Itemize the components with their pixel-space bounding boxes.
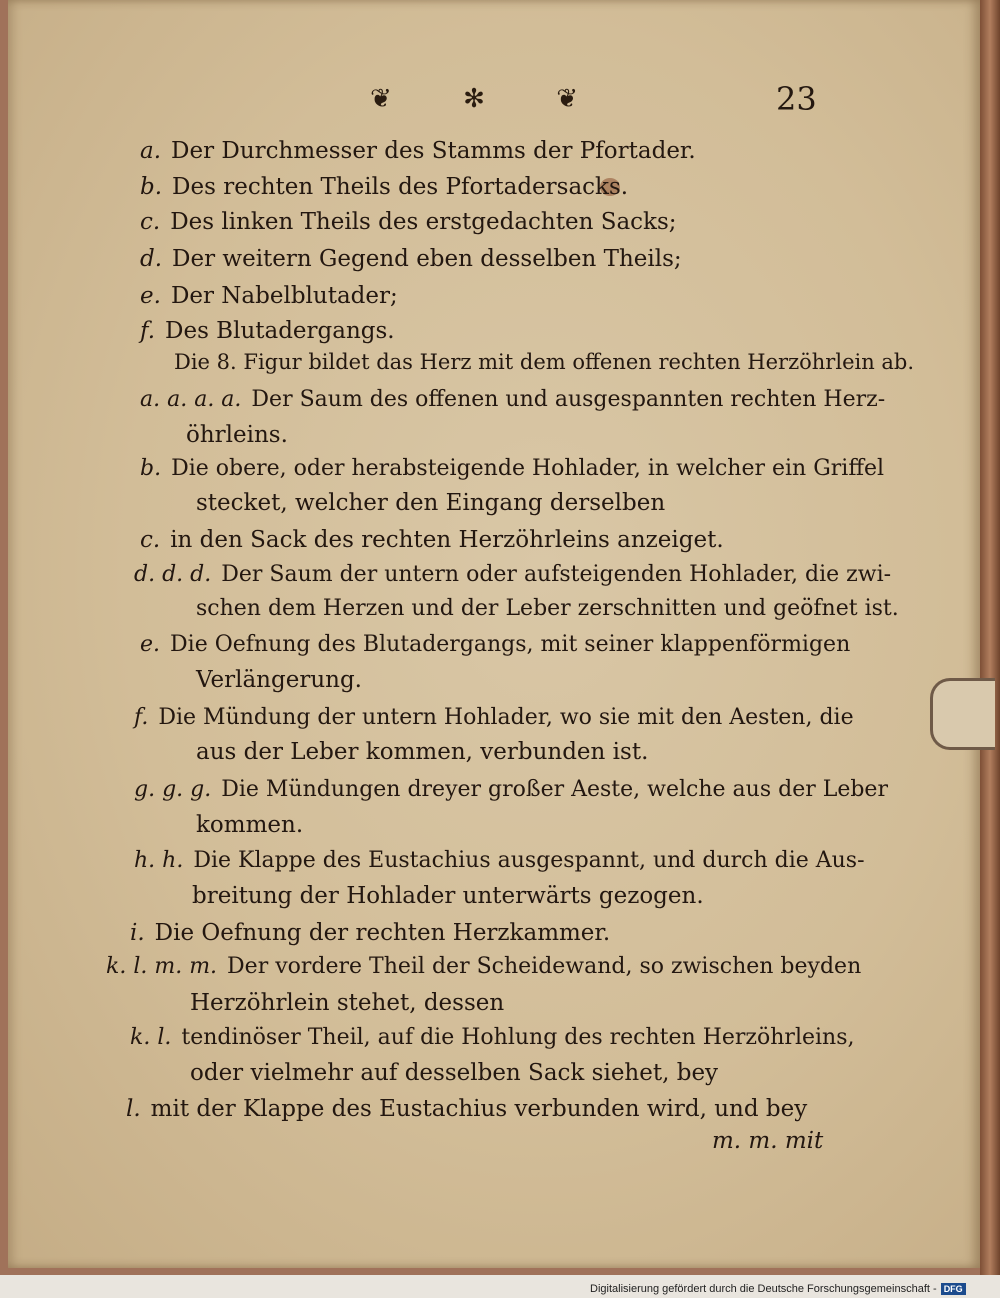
line-text: Die Oefnung der rechten Herzkammer. [154, 920, 611, 946]
text-line [140, 456, 884, 481]
line-text: Die Klappe des Eustachius ausgespannt, und durch die Aus- [193, 848, 865, 873]
line-text: Herzöhrlein stehet, dessen [190, 990, 505, 1016]
line-text: in den Sack des rechten Herzöhrleins anzeiget. [170, 527, 724, 553]
line-text: Des linken Theils des erstgedachten Sacks; [170, 209, 677, 235]
line-text: Der vordere Theil der Scheidewand, so zwischen beyden [227, 954, 862, 979]
line-text: Die obere, oder herabsteigende Hohlader, in welcher ein Griffel [171, 456, 885, 481]
line-text: aus der Leber kommen, verbunden ist. [196, 739, 649, 765]
text-line [180, 990, 504, 1016]
line-text: Die 8. Figur bildet das Herz mit dem offenen rechten Herzöhrlein ab. [174, 350, 915, 374]
line-text: schen dem Herzen und der Leber zerschnitten und geöfnet ist. [196, 596, 899, 621]
line-label: c. [140, 209, 161, 235]
text-line [140, 283, 398, 309]
text-line [134, 562, 891, 587]
line-label: a. a. a. a. [140, 387, 242, 412]
text-line [140, 387, 885, 412]
line-text: Des rechten Theils des Pfortadersacks. [172, 174, 629, 200]
text-line [134, 848, 865, 873]
text-line [186, 490, 665, 516]
line-text: Der Durchmesser des Stamms der Pfortader. [171, 138, 696, 164]
book-clasp [930, 678, 995, 750]
line-text: kommen. [196, 812, 304, 838]
text-line [140, 138, 696, 164]
text-line [180, 1060, 718, 1086]
line-text: Der Nabelblutader; [170, 283, 398, 309]
line-label: h. h. [134, 848, 184, 873]
text-line [130, 1025, 855, 1050]
line-label: l. [126, 1096, 141, 1122]
text-line [140, 318, 395, 344]
text-line [126, 1096, 807, 1122]
line-text: Die Mündungen dreyer großer Aeste, welche aus der Leber [221, 777, 888, 802]
dfg-logo-icon: DFG [941, 1283, 966, 1295]
text-line [182, 883, 704, 909]
line-label: k. l. [130, 1025, 172, 1050]
digitization-footer [590, 1280, 966, 1298]
line-text: stecket, welcher den Eingang derselben [196, 490, 666, 516]
line-label: k. l. m. m. [106, 954, 218, 979]
text-line [186, 667, 362, 693]
page-number: 23 [776, 80, 817, 118]
text-line [134, 777, 888, 802]
catchword [702, 1128, 823, 1154]
line-text: oder vielmehr auf desselben Sack siehet, bey [190, 1060, 719, 1086]
text-line [186, 596, 899, 621]
line-text: öhrleins. [186, 422, 288, 448]
line-label: d. [140, 246, 163, 272]
fleuron-center-icon: ✻ [463, 84, 487, 114]
line-text: Der Saum der untern oder aufsteigenden Hohlader, die zwi- [221, 562, 892, 587]
line-label: f. [140, 318, 156, 344]
line-label: g. g. g. [134, 777, 212, 802]
book-edge [980, 0, 1000, 1275]
text-line [140, 246, 682, 272]
line-label: d. d. d. [134, 562, 212, 587]
text-line [106, 954, 861, 979]
line-label: e. [140, 283, 161, 309]
text-line [134, 705, 854, 730]
line-text: tendinöser Theil, auf die Hohlung des rechten Herzöhrleins, [181, 1025, 855, 1050]
fleuron-right-icon: ❦ [556, 84, 580, 114]
line-text: mit der Klappe des Eustachius verbunden wird, und bey [150, 1096, 808, 1122]
line-text: Der Saum des offenen und ausgespannten rechten Herz- [251, 387, 886, 412]
line-label: b. [140, 456, 162, 481]
fleuron-left-icon: ❦ [370, 84, 394, 114]
line-label: b. [140, 174, 163, 200]
line-text: Des Blutadergangs. [165, 318, 395, 344]
line-text: m. m. mit [712, 1128, 824, 1154]
line-text: Der weitern Gegend eben desselben Theils; [172, 246, 682, 272]
text-line [176, 422, 288, 448]
text-line [164, 350, 914, 374]
footer-text: Digitalisierung gefördert durch die Deutsche Forschungsgemeinschaft - [590, 1283, 937, 1295]
line-text: breitung der Hohlader unterwärts gezogen. [192, 883, 704, 909]
text-line [130, 920, 610, 946]
text-line [140, 632, 850, 657]
line-text: Die Oefnung des Blutadergangs, mit seiner klappenförmigen [170, 632, 851, 657]
header-ornament [370, 82, 580, 116]
line-label: a. [140, 138, 162, 164]
text-line [140, 174, 628, 200]
line-label: i. [130, 920, 145, 946]
text-line [140, 209, 677, 235]
line-text: Die Mündung der untern Hohlader, wo sie mit den Aesten, die [158, 705, 854, 730]
line-label: f. [134, 705, 149, 730]
text-line [140, 527, 724, 553]
text-line [186, 739, 648, 765]
line-label: e. [140, 632, 161, 657]
text-line [186, 812, 303, 838]
line-text: Verlängerung. [196, 667, 362, 693]
line-label: c. [140, 527, 161, 553]
